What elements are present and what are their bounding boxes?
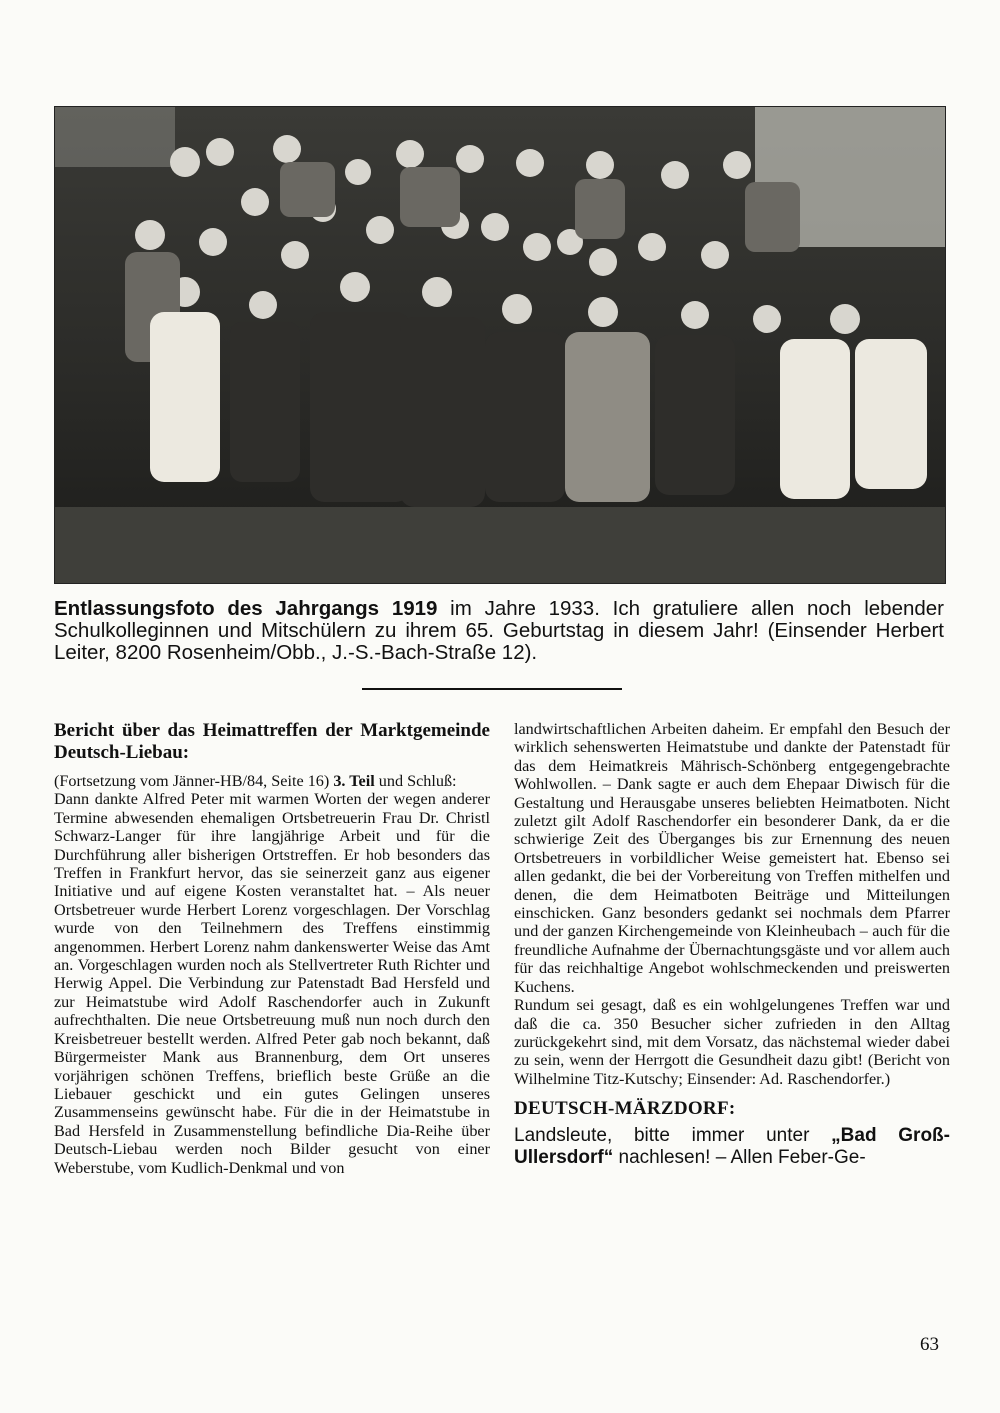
article-body-left: Dann dankte Alfred Peter mit warmen Worten der wegen anderer Termine abwesenden ehemaligen Ortsbetreuerin Frau Dr. Christl Schwarz-Langer für ihre langjährige Arbeit und für die Durchführung aller bisherigen Ortstreffen. Er hob besonders das Treffen in Frankfurt hervor, das sie seinerzeit ganz aus eigener Initiative und auf eigene Kosten veranstaltet hat. – Als neuer Ortsbetreuer wurde Herbert Lorenz vorgeschlagen. Der Vorschlag wurde von den Teilnehmern des Treffens einstimmig angenommen. Herbert Lorenz nahm dankenswerter Weise das Amt an. Vorgeschlagen wurden noch als Stellvertreter Ruth Richter und Herwig Appel. Die Verbindung zur Patenstadt Bad Hersfeld und zur Heimatstube wird Adolf Raschendorfer auch in Zukunft aufrechthalten. Die neue Ortsbetreuung muß nun noch durch den Kreisbetreuer bestellt werden. Alfred Peter gab noch bekannt, daß Bürgermeister Mank aus Brannenburg, dem Ort unseres vorjährigen schönen Treffens, brieflich beste Grüße an die Liebauer geschickt und ein gutes Gelingen unseres Zusammenseins gewünscht habe. Für die in der Heimatstube in Bad Hersfeld in Zusammenstellung befindliche Dia-Reihe über Deutsch-Liebau werden noch Bilder gesucht von einer Weberstube, vom Kudlich-Denkmal und von bbox=[54, 790, 490, 1177]
article-continuation bbox=[54, 772, 490, 790]
article-body-right-2: Rundum sei gesagt, daß es ein wohlgelungenes Treffen war und daß die ca. 350 Besucher sicher zufrieden in den Alltag zurückgekehrt sind, mit dem Vorsatz, das nächstemal wieder dabei zu sein, wenn der Herrgott die Gesundheit dazu gibt! (Bericht von Wilhelmine Titz-Kutschy; Einsender: Ad. Raschendorfer.) bbox=[514, 996, 950, 1088]
continuation-end: und Schluß: bbox=[374, 772, 457, 790]
continuation-text: (Fortsetzung vom Jänner-HB/84, Seite 16) bbox=[54, 772, 334, 790]
article-headline: Bericht über das Heimattreffen der Marktgemeinde Deutsch-Liebau: bbox=[54, 720, 490, 763]
photo-caption bbox=[54, 598, 944, 664]
continuation-bold: 3. Teil bbox=[333, 772, 375, 790]
group-photo-icon bbox=[55, 107, 945, 583]
group-photo bbox=[54, 106, 946, 584]
section-text-bold: „Bad Groß-Ullersdorf“ bbox=[514, 1124, 950, 1168]
divider bbox=[362, 688, 622, 690]
section-text bbox=[514, 1125, 950, 1169]
page-number: 63 bbox=[920, 1334, 939, 1355]
article-right-column bbox=[514, 720, 950, 1169]
caption-bold: Entlassungsfoto des Jahrgangs 1919 bbox=[54, 597, 438, 620]
caption-text: im Jahre 1933. Ich gratuliere allen noch lebender Schulkolleginnen und Mitschülern zu ihrem 65. Geburtstag in diesem Jahr! (Einsender Herbert Leiter, 8200 Rosenheim/Obb., J.-S.-Bach-Straße 12). bbox=[54, 597, 944, 664]
article-left-column bbox=[54, 720, 490, 1177]
article-body-right: landwirtschaftlichen Arbeiten daheim. Er empfahl den Besuch der wirklich sehenswerten Heimatstube und dankte der Patenstadt für das dem Heimatkreis Mährisch-Schönberg entgegengebrachte Wohlwollen. – Dank sagte er auch dem Ehepaar Diwisch für die Gestaltung und Herausgabe unseres beliebten Heimatboten. Nicht zuletzt gilt Adolf Raschendorfer ein besonderer Dank, da er die schwierige Zeit des Überganges bis zur Ernennung des neuen Ortsbetreuers in vorbildlicher Weise gemeistert hat. Ebenso sei allen gedankt, die bei der Vorbereitung von Treffen mithelfen und denen, die dem Heimatboten Beiträge und Mitteilungen einschicken. Ganz besonders gedankt sei nochmals dem Pfarrer und der ganzen Kirchengemeinde von Kleinheubach – auch für die freundliche Aufnahme der Übernachtungsgäste und vor allem auch für das reichhaltige Angebot wohlschmeckenden und preiswerten Kuchens. bbox=[514, 720, 950, 996]
section-text-start: Landsleute, bitte immer unter bbox=[514, 1124, 832, 1146]
section-text-end: nachlesen! – Allen Feber-Ge- bbox=[613, 1146, 866, 1168]
section-headline: DEUTSCH-MÄRZDORF: bbox=[514, 1098, 736, 1120]
